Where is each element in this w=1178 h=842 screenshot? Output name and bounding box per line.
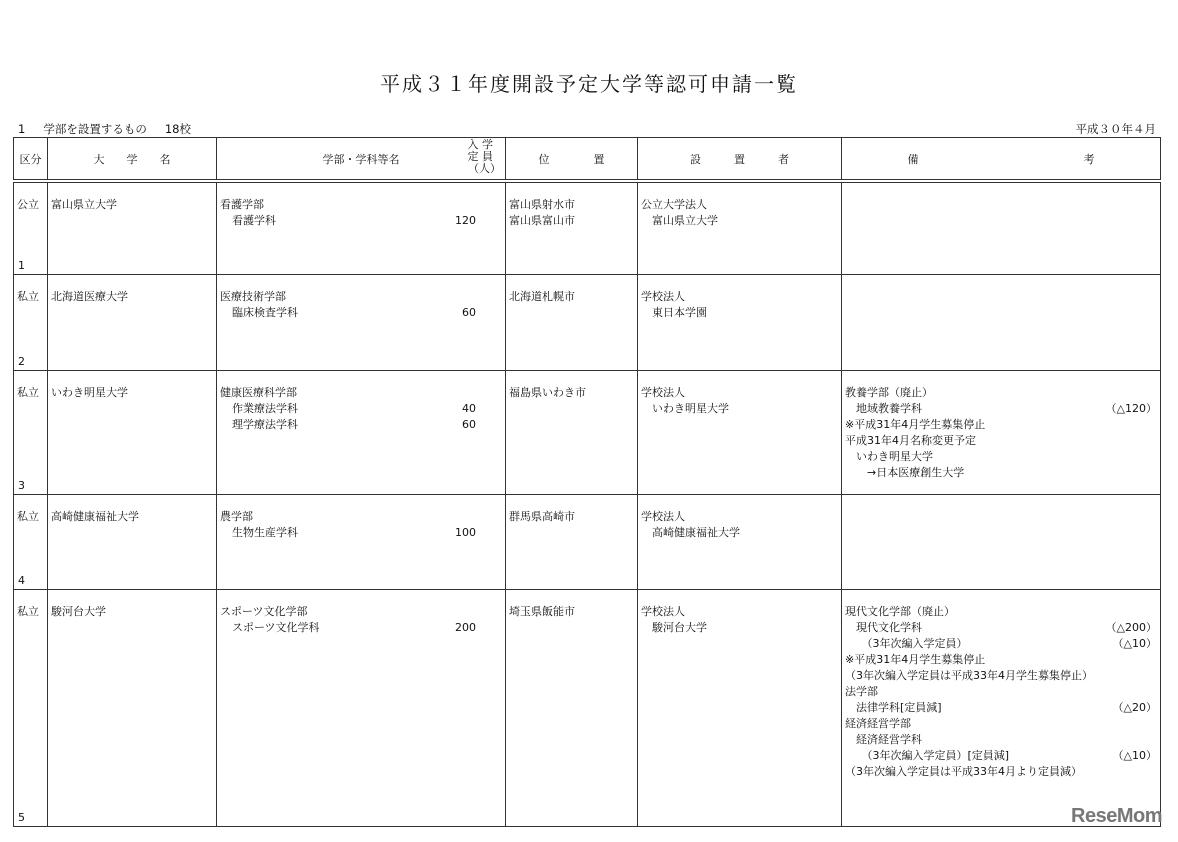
founder-line: 学校法人 xyxy=(641,509,685,523)
remark-text: （3年次編入学定員は平成33年4月学生募集停止） xyxy=(845,668,1093,682)
location-cell xyxy=(506,370,638,494)
remark-line xyxy=(845,732,1157,748)
founder-line: 駿河台大学 xyxy=(641,620,707,634)
row-number: 2 xyxy=(18,354,25,368)
table-row xyxy=(14,181,1161,274)
department xyxy=(220,525,502,541)
remark-line xyxy=(845,764,1157,780)
remark-text: （3年次編入学定員は平成33年4月より定員減） xyxy=(845,764,1082,778)
section-heading xyxy=(18,121,209,137)
remark-line xyxy=(845,465,1157,481)
remark-text: いわき明星大学 xyxy=(845,449,933,463)
resemom-logo: ReseMom xyxy=(1071,805,1162,827)
remarks-cell xyxy=(842,370,1161,494)
remark-value: （△10） xyxy=(1112,748,1157,762)
header-university: 大 学 名 xyxy=(48,138,217,182)
remark-line xyxy=(845,401,1157,417)
founder-cell xyxy=(638,274,842,370)
kubun: 私立 xyxy=(17,509,39,523)
founder-cell xyxy=(638,370,842,494)
department xyxy=(220,620,502,636)
remark-text: （3年次編入学定員） xyxy=(845,636,968,650)
remark-text: ※平成31年4月学生募集停止 xyxy=(845,652,986,666)
remark-line xyxy=(845,417,1157,433)
kubun: 私立 xyxy=(17,604,39,618)
remark-line xyxy=(845,716,1157,732)
remark-line xyxy=(845,748,1157,764)
department xyxy=(220,401,502,417)
header-location: 位 置 xyxy=(506,138,638,182)
header-faculty xyxy=(217,138,506,182)
remark-value: （△10） xyxy=(1112,636,1157,650)
department-name: スポーツ文化学科 xyxy=(232,620,320,634)
remark-text: 現代文化学部（廃止） xyxy=(845,604,955,618)
founder-cell xyxy=(638,589,842,826)
header-kubun: 区分 xyxy=(14,138,48,182)
university-name: 駿河台大学 xyxy=(51,604,106,618)
faculty-cell xyxy=(217,370,506,494)
remark-line xyxy=(845,604,1157,620)
header-founder: 設 置 者 xyxy=(638,138,842,182)
location-cell xyxy=(506,181,638,274)
remark-text: →日本医療創生大学 xyxy=(845,465,965,479)
remark-text: 経済経営学部 xyxy=(845,716,911,730)
table-row xyxy=(14,494,1161,589)
remark-text: 法律学科[定員減] xyxy=(845,700,942,714)
faculty-cell xyxy=(217,274,506,370)
founder-line: 学校法人 xyxy=(641,604,685,618)
location-line: 富山県富山市 xyxy=(509,214,575,227)
table-row xyxy=(14,589,1161,826)
location-cell xyxy=(506,274,638,370)
founder-cell xyxy=(638,494,842,589)
department-capacity: 200 xyxy=(455,620,476,634)
founder-line: いわき明星大学 xyxy=(641,401,729,415)
university-cell xyxy=(48,274,217,370)
remark-line xyxy=(845,620,1157,636)
remark-text: （3年次編入学定員）[定員減] xyxy=(845,748,1010,762)
table-row xyxy=(14,370,1161,494)
kubun-cell xyxy=(14,181,48,274)
location-line: 群馬県高崎市 xyxy=(509,509,575,523)
remark-line xyxy=(845,668,1157,684)
faculty-name: 農学部 xyxy=(220,509,253,523)
row-number: 3 xyxy=(18,478,25,492)
location-line: 福島県いわき市 xyxy=(509,385,586,399)
remarks-cell xyxy=(842,589,1161,826)
location-line: 北海道札幌市 xyxy=(509,289,575,303)
section-label: 学部を設置するもの xyxy=(43,122,147,136)
remark-text: 教養学部（廃止） xyxy=(845,385,933,399)
header-row xyxy=(14,138,1161,182)
department-name: 作業療法学科 xyxy=(232,401,298,415)
department xyxy=(220,213,502,229)
remark-text: 法学部 xyxy=(845,684,878,698)
faculty-cell xyxy=(217,589,506,826)
university-name: 北海道医療大学 xyxy=(51,289,128,303)
department-name: 臨床検査学科 xyxy=(232,305,298,319)
remark-text: 平成31年4月名称変更予定 xyxy=(845,433,976,447)
department xyxy=(220,305,502,321)
university-cell xyxy=(48,370,217,494)
founder-line: 高崎健康福祉大学 xyxy=(641,525,740,539)
remark-line xyxy=(845,636,1157,652)
section-count: 18校 xyxy=(164,122,191,136)
remark-line xyxy=(845,385,1157,401)
header-capacity-unit: （人） xyxy=(468,162,501,175)
department-name: 理学療法学科 xyxy=(232,417,298,431)
kubun: 私立 xyxy=(17,385,39,399)
remark-text: 現代文化学科 xyxy=(845,620,922,634)
location-line: 富山県射水市 xyxy=(509,198,575,211)
row-number: 1 xyxy=(18,258,25,272)
header-faculty-label: 学部・学科等名 xyxy=(322,152,400,166)
department-capacity: 60 xyxy=(462,417,476,431)
remark-text: 地域教養学科 xyxy=(845,401,922,415)
page-title: 平成３１年度開設予定大学等認可申請一覧 xyxy=(380,72,798,96)
remark-line xyxy=(845,449,1157,465)
department xyxy=(220,417,502,433)
university-cell xyxy=(48,181,217,274)
remark-value: （△20） xyxy=(1112,700,1157,714)
faculty-cell xyxy=(217,494,506,589)
faculty-name: 看護学部 xyxy=(220,198,264,211)
location-line: 埼玉県飯能市 xyxy=(509,604,575,618)
header-remarks: 備 考 xyxy=(842,138,1161,182)
remark-line xyxy=(845,700,1157,716)
remark-value: （△120） xyxy=(1105,401,1157,415)
kubun-cell xyxy=(14,589,48,826)
department-capacity: 60 xyxy=(462,305,476,319)
remark-text: 経済経営学科 xyxy=(845,732,922,746)
department-capacity: 120 xyxy=(455,214,476,227)
university-cell xyxy=(48,589,217,826)
university-name: いわき明星大学 xyxy=(51,385,128,399)
department-name: 看護学科 xyxy=(232,214,276,227)
header-capacity xyxy=(468,139,502,175)
founder-line: 富山県立大学 xyxy=(641,214,718,227)
university-name: 富山県立大学 xyxy=(51,198,117,211)
remarks-cell xyxy=(842,181,1161,274)
founder-line: 学校法人 xyxy=(641,289,685,303)
row-number: 4 xyxy=(18,573,25,587)
department-capacity: 100 xyxy=(455,525,476,539)
row-number: 5 xyxy=(18,810,25,824)
kubun: 公立 xyxy=(17,198,39,211)
university-name: 高崎健康福祉大学 xyxy=(51,509,139,523)
kubun-cell xyxy=(14,274,48,370)
remark-line xyxy=(845,433,1157,449)
faculty-name: 健康医療科学部 xyxy=(220,385,297,399)
kubun: 私立 xyxy=(17,289,39,303)
faculty-name: 医療技術学部 xyxy=(220,289,286,303)
founder-line: 東日本学園 xyxy=(641,305,707,319)
remark-value: （△200） xyxy=(1105,620,1157,634)
founder-line: 公立大学法人 xyxy=(641,198,707,211)
location-cell xyxy=(506,589,638,826)
department-name: 生物生産学科 xyxy=(232,525,298,539)
document-date: 平成３０年４月 xyxy=(1075,122,1156,136)
application-table xyxy=(13,137,1161,827)
department-capacity: 40 xyxy=(462,401,476,415)
kubun-cell xyxy=(14,494,48,589)
kubun-cell xyxy=(14,370,48,494)
faculty-cell xyxy=(217,181,506,274)
remark-line xyxy=(845,652,1157,668)
table-row xyxy=(14,274,1161,370)
remarks-cell xyxy=(842,494,1161,589)
header-capacity-mid: 定 員 xyxy=(467,150,493,163)
header-capacity-top: 入 学 xyxy=(467,138,493,151)
remark-text: ※平成31年4月学生募集停止 xyxy=(845,417,986,431)
section-number: 1 xyxy=(18,122,26,136)
faculty-name: スポーツ文化学部 xyxy=(220,604,308,618)
location-cell xyxy=(506,494,638,589)
founder-cell xyxy=(638,181,842,274)
remark-line xyxy=(845,684,1157,700)
remarks-cell xyxy=(842,274,1161,370)
university-cell xyxy=(48,494,217,589)
founder-line: 学校法人 xyxy=(641,385,685,399)
